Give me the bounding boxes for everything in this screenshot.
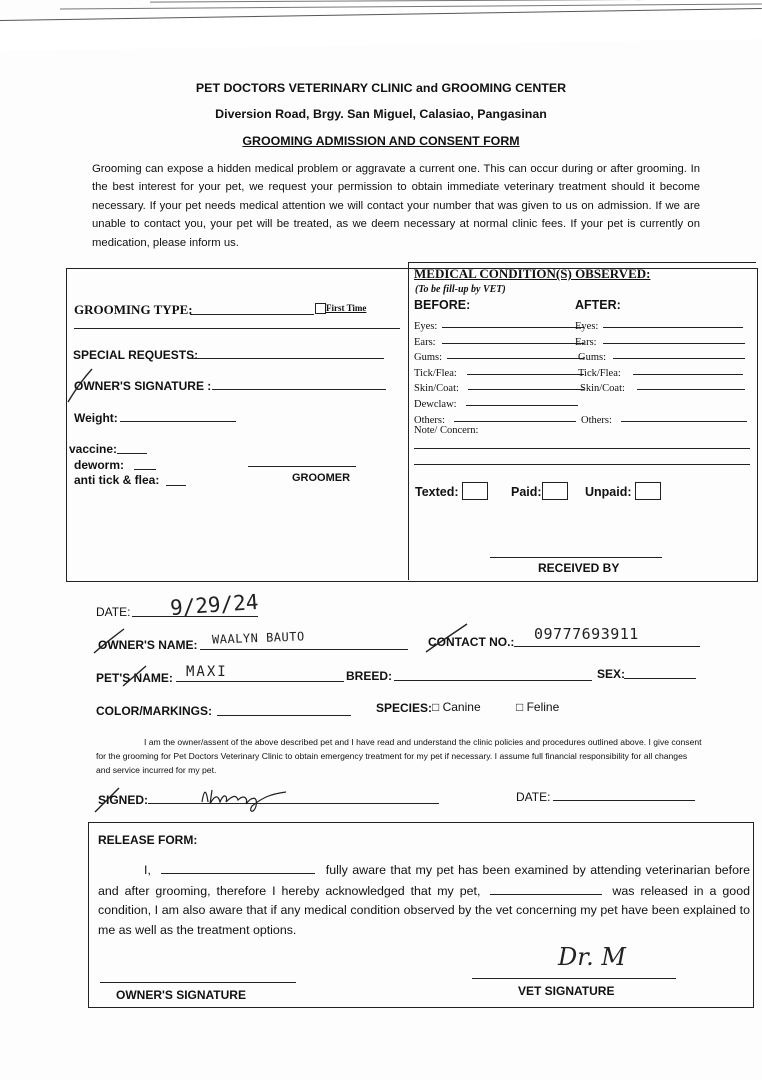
- deworm-label: deworm:: [74, 458, 125, 472]
- grooming-type-line-2[interactable]: [74, 328, 400, 329]
- after-fields: [575, 316, 745, 425]
- before-tickflea-line[interactable]: [467, 374, 584, 375]
- box-divider: [408, 262, 409, 580]
- release-pet-name-field[interactable]: [490, 881, 602, 895]
- before-ears-line[interactable]: [442, 343, 584, 344]
- canine-checkbox[interactable]: □: [432, 700, 440, 714]
- before-others-label: Others:: [414, 414, 445, 426]
- anti-tick-label: anti tick & flea:: [74, 473, 160, 487]
- signed-label: SIGNED:: [98, 793, 149, 807]
- owner-signature-scribble: [196, 782, 292, 816]
- before-field-row[interactable]: [414, 347, 582, 363]
- after-field-row[interactable]: [575, 347, 745, 363]
- vet-signature-line[interactable]: [472, 978, 676, 979]
- after-gums-label: Gums:: [578, 352, 607, 364]
- texted-label: Texted:: [415, 485, 459, 499]
- feline-label: Feline: [526, 700, 560, 714]
- before-field-row[interactable]: [414, 316, 582, 332]
- before-others-line[interactable]: [454, 421, 576, 422]
- first-time-checkbox[interactable]: [315, 303, 326, 314]
- before-dewclaw-line[interactable]: [466, 405, 578, 406]
- special-requests-field[interactable]: [188, 358, 384, 359]
- vet-signature-label: VET SIGNATURE: [518, 984, 615, 998]
- after-field-row[interactable]: [575, 410, 745, 426]
- before-gums-label: Gums:: [414, 352, 443, 364]
- before-field-row[interactable]: [414, 363, 582, 379]
- feline-checkbox[interactable]: □: [516, 700, 524, 714]
- paid-label: Paid:: [511, 485, 542, 499]
- unpaid-checkbox[interactable]: [635, 482, 661, 500]
- before-eyes-line[interactable]: [442, 327, 584, 328]
- before-field-row[interactable]: [414, 378, 582, 394]
- after-skin-line[interactable]: [637, 389, 745, 390]
- release-text-3: was released in a good condition, I am also aware that if any medical condition observed by the vet concerning my pet have been explained to me as well as the treatment options.: [98, 883, 750, 937]
- color-field[interactable]: [217, 715, 351, 716]
- before-dewclaw-label: Dewclaw:: [414, 398, 457, 410]
- owner-signature-label: OWNER'S SIGNATURE :: [74, 379, 212, 393]
- after-others-label: Others:: [581, 414, 612, 426]
- contact-value: 09777693911: [534, 625, 639, 643]
- texted-checkbox[interactable]: [462, 482, 488, 500]
- release-text: [98, 860, 750, 940]
- before-fields: [414, 316, 582, 425]
- consent-date-field[interactable]: [553, 800, 695, 801]
- sex-field[interactable]: [624, 678, 696, 679]
- before-skin-line[interactable]: [468, 389, 584, 390]
- before-tickflea-label: Tick/Flea:: [414, 367, 457, 379]
- breed-label: BREED:: [346, 669, 393, 683]
- before-field-row[interactable]: [414, 332, 582, 348]
- date-label: DATE:: [96, 605, 131, 619]
- note-line-1[interactable]: [414, 448, 750, 449]
- sex-label: SEX:: [597, 667, 626, 681]
- received-by-line[interactable]: [490, 557, 662, 558]
- canine-label: Canine: [442, 700, 481, 714]
- pet-name-label: PET'S NAME:: [96, 671, 173, 685]
- deworm-field[interactable]: [134, 469, 156, 470]
- pet-name-value: MAXI: [186, 664, 228, 680]
- breed-field[interactable]: [394, 680, 592, 681]
- grooming-type-field[interactable]: [190, 314, 314, 315]
- release-owner-signature-label: OWNER'S SIGNATURE: [116, 988, 246, 1002]
- consent-text: I am the owner/assent of the above described pet and I have read and understand the clinic policies and procedures outlined above. I give consent for the grooming for Pet Doctors Veterinary Clinic to obtain emergency treatment for my pet if necessary. I assume full financial responsibility for all changes and service incurred for my pet.: [96, 737, 702, 775]
- vaccine-field[interactable]: [117, 453, 147, 454]
- date-value: 9/29/24: [169, 589, 260, 621]
- special-requests-label: SPECIAL REQUESTS:: [73, 348, 199, 362]
- pen-checkmark: [120, 664, 148, 688]
- note-line-2[interactable]: [414, 464, 750, 465]
- after-skin-label: Skin/Coat:: [580, 383, 625, 395]
- after-gums-line[interactable]: [613, 358, 745, 359]
- vet-signature-mark: Dr. M: [558, 943, 626, 971]
- pen-checkmark: [92, 786, 122, 814]
- after-tickflea-line[interactable]: [633, 374, 743, 375]
- after-eyes-line[interactable]: [603, 327, 743, 328]
- after-field-row[interactable]: [575, 316, 745, 332]
- owner-signature-field[interactable]: [212, 389, 386, 390]
- paid-checkbox[interactable]: [542, 482, 568, 500]
- first-time-label: First Time: [326, 303, 367, 313]
- form-title: GROOMING ADMISSION AND CONSENT FORM: [242, 134, 520, 148]
- received-by-label: RECEIVED BY: [538, 561, 620, 575]
- intro-paragraph: Grooming can expose a hidden medical problem or aggravate a current one. This can occur during or after grooming. In the best interest for your pet, we request your permission to obtain immediate veterinary treatment should it become necessary. If your pet needs medical attention we will contact your number that was given to us on admission. If we are unable to contact you, your pet will be treated, as we deem necessary at normal clinic fees. If your pet is currently on medication, please inform us.: [92, 163, 700, 249]
- owner-name-value: WAALYN BAUTO: [211, 629, 305, 647]
- groomer-label: GROOMER: [292, 472, 351, 484]
- release-text-1: I,: [144, 863, 151, 877]
- release-owner-name-field[interactable]: [161, 860, 315, 874]
- before-skin-label: Skin/Coat:: [414, 383, 459, 395]
- owner-name-label: OWNER'S NAME:: [98, 638, 198, 652]
- after-ears-line[interactable]: [603, 343, 745, 344]
- release-text-2: fully aware that my pet has been examined by attending veterinarian before and after grooming, therefore I hereby acknowledged that my pet,: [98, 863, 750, 898]
- weight-label: Weight:: [74, 411, 118, 425]
- contact-field[interactable]: [514, 646, 700, 647]
- after-label: AFTER:: [575, 298, 621, 312]
- signed-field[interactable]: [148, 803, 439, 804]
- release-owner-signature-line[interactable]: [100, 982, 296, 983]
- pen-checkmark: [90, 626, 126, 656]
- species-feline[interactable]: [516, 700, 559, 714]
- anti-tick-field[interactable]: [166, 485, 186, 486]
- after-eyes-label: Eyes:: [575, 321, 599, 332]
- before-ears-label: Ears:: [414, 336, 436, 348]
- clinic-address: Diversion Road, Brgy. San Miguel, Calasiao, Pangasinan: [215, 107, 547, 121]
- before-field-row[interactable]: [414, 410, 582, 426]
- pen-checkmark: [64, 366, 96, 406]
- box-divider: [408, 262, 756, 263]
- before-gums-line[interactable]: [447, 358, 584, 359]
- after-others-line[interactable]: [621, 421, 747, 422]
- after-field-row[interactable]: [575, 332, 745, 348]
- owner-name-field[interactable]: [200, 649, 408, 650]
- clinic-name: PET DOCTORS VETERINARY CLINIC and GROOMING CENTER: [195, 81, 567, 95]
- vaccine-label: vaccine:: [69, 442, 118, 456]
- after-field-row[interactable]: [575, 378, 745, 394]
- after-ears-label: Ears:: [575, 336, 597, 348]
- color-label: COLOR/MARKINGS:: [96, 704, 212, 718]
- before-label: BEFORE:: [414, 298, 471, 312]
- before-field-row[interactable]: [414, 394, 582, 410]
- note-concern-label: Note/ Concern:: [414, 425, 479, 436]
- species-canine[interactable]: [432, 700, 481, 714]
- species-label: SPECIES:: [376, 701, 433, 715]
- grooming-type-label: GROOMING TYPE:: [74, 302, 193, 317]
- before-eyes-label: Eyes:: [414, 321, 438, 332]
- pet-name-field[interactable]: [176, 681, 344, 682]
- unpaid-label: Unpaid:: [585, 485, 632, 499]
- after-field-row[interactable]: [575, 363, 745, 379]
- groomer-signature-line[interactable]: [248, 466, 356, 467]
- after-tickflea-label: Tick/Flea:: [578, 367, 621, 379]
- medical-subtitle: (To be fill-up by VET): [415, 284, 506, 295]
- medical-title: MEDICAL CONDITION(S) OBSERVED:: [414, 266, 651, 281]
- contact-label: CONTACT NO.:: [428, 635, 515, 649]
- consent-date-label: DATE:: [516, 790, 551, 804]
- release-title: RELEASE FORM:: [98, 833, 198, 847]
- weight-field[interactable]: [120, 421, 236, 422]
- pen-checkmark: [423, 622, 469, 654]
